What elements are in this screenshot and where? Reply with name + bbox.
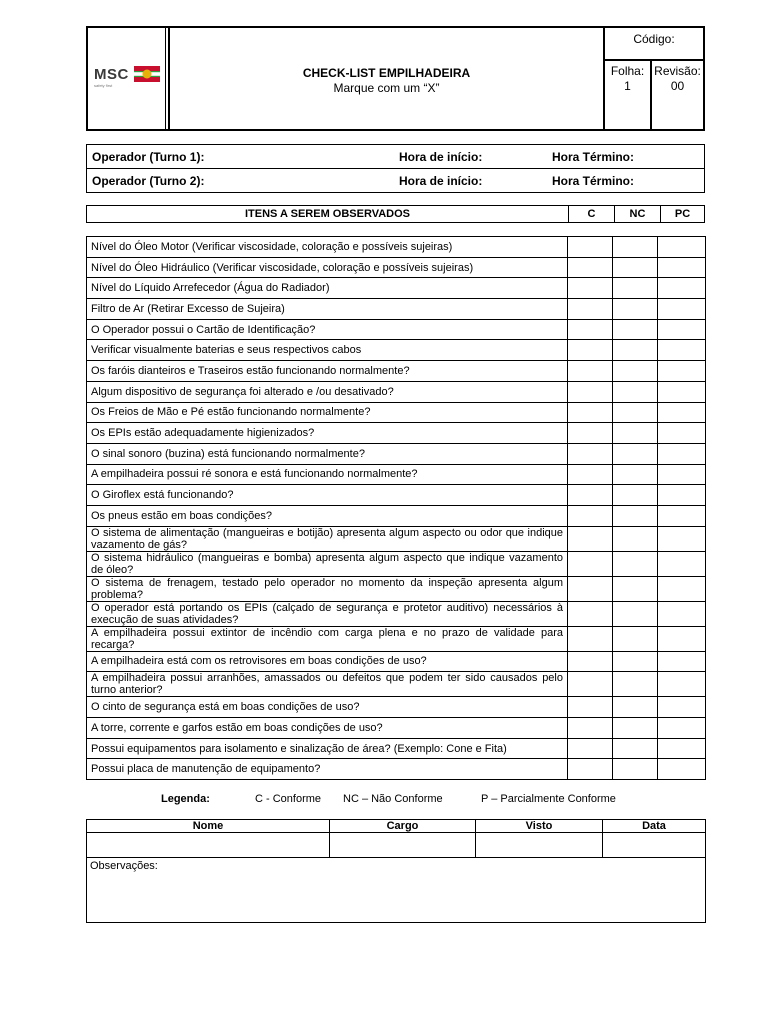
check-cell-nc[interactable] xyxy=(613,759,658,780)
checklist-row xyxy=(87,381,706,402)
checklist-row xyxy=(87,651,706,672)
checklist-item-text: A empilhadeira possui ré sonora e está funcionando normalmente? xyxy=(87,464,568,485)
check-cell-pc[interactable] xyxy=(658,697,706,718)
checklist-item-text: Verificar visualmente baterias e seus respectivos cabos xyxy=(87,340,568,361)
check-cell-nc[interactable] xyxy=(613,738,658,759)
check-cell-pc[interactable] xyxy=(658,738,706,759)
check-cell-pc[interactable] xyxy=(658,505,706,526)
document-title: CHECK-LIST EMPILHADEIRA xyxy=(302,66,471,80)
check-cell-pc[interactable] xyxy=(658,576,706,601)
document-header xyxy=(86,26,705,131)
check-cell-pc[interactable] xyxy=(658,464,706,485)
col-pc-header: PC xyxy=(661,206,705,223)
checklist-item-text: O Giroflex está funcionando? xyxy=(87,485,568,506)
check-cell-nc[interactable] xyxy=(613,576,658,601)
check-cell-pc[interactable] xyxy=(658,237,706,258)
items-header-title: ITENS A SEREM OBSERVADOS xyxy=(87,206,569,223)
checklist-row xyxy=(87,576,706,601)
check-cell-c[interactable] xyxy=(568,319,613,340)
folha-field xyxy=(603,61,650,129)
col-nc-header: NC xyxy=(615,206,661,223)
check-cell-c[interactable] xyxy=(568,299,613,320)
check-cell-pc[interactable] xyxy=(658,759,706,780)
document-subtitle: Marque com um “X” xyxy=(333,81,440,95)
operator-label: Operador (Turno 2): xyxy=(92,174,205,188)
cargo-header: Cargo xyxy=(330,820,476,833)
checklist-row xyxy=(87,402,706,423)
checklist-item-text: Nível do Líquido Arrefecedor (Água do Radiador) xyxy=(87,278,568,299)
check-cell-pc[interactable] xyxy=(658,402,706,423)
checklist-row xyxy=(87,526,706,551)
check-cell-nc[interactable] xyxy=(613,651,658,672)
checklist-row xyxy=(87,319,706,340)
check-cell-pc[interactable] xyxy=(658,257,706,278)
check-cell-nc[interactable] xyxy=(613,381,658,402)
checklist-item-text: O sistema de alimentação (mangueiras e botijão) apresenta algum aspecto ou odor que indique vazamento de gás? xyxy=(87,526,568,551)
checklist-item-text: O cinto de segurança está em boas condições de uso? xyxy=(87,697,568,718)
signature-table xyxy=(86,819,706,923)
checklist-row xyxy=(87,464,706,485)
checklist-row xyxy=(87,485,706,506)
legend-c: C - Conforme xyxy=(255,793,322,805)
operator-turno1-field[interactable] xyxy=(87,145,705,169)
checklist-row xyxy=(87,340,706,361)
check-cell-c[interactable] xyxy=(568,464,613,485)
checklist-row xyxy=(87,697,706,718)
check-cell-pc[interactable] xyxy=(658,278,706,299)
check-cell-nc[interactable] xyxy=(613,551,658,576)
checklist-row xyxy=(87,443,706,464)
check-cell-pc[interactable] xyxy=(658,718,706,739)
checklist-item-text: Os pneus estão em boas condições? xyxy=(87,505,568,526)
checklist-item-text: O sistema de frenagem, testado pelo operador no momento da inspeção apresenta algum problema? xyxy=(87,576,568,601)
check-cell-c[interactable] xyxy=(568,626,613,651)
check-cell-nc[interactable] xyxy=(613,340,658,361)
items-header-table xyxy=(86,205,705,223)
check-cell-nc[interactable] xyxy=(613,237,658,258)
check-cell-pc[interactable] xyxy=(658,319,706,340)
visto-field[interactable] xyxy=(476,833,603,858)
check-cell-nc[interactable] xyxy=(613,464,658,485)
check-cell-c[interactable] xyxy=(568,576,613,601)
folha-label: Folha: xyxy=(610,64,645,78)
checklist-row xyxy=(87,738,706,759)
checklist-row xyxy=(87,361,706,382)
observacoes-field[interactable] xyxy=(87,858,706,923)
checklist-row xyxy=(87,672,706,697)
logo-cell xyxy=(88,28,170,129)
check-cell-nc[interactable] xyxy=(613,672,658,697)
logo-text: MSC xyxy=(94,66,129,83)
checklist-item-text: Filtro de Ar (Retirar Excesso de Sujeira) xyxy=(87,299,568,320)
cargo-field[interactable] xyxy=(330,833,476,858)
check-cell-nc[interactable] xyxy=(613,299,658,320)
checklist-item-text: A empilhadeira possui extintor de incêndio com carga plena e no prazo de validade para recarga? xyxy=(87,626,568,651)
check-cell-nc[interactable] xyxy=(613,485,658,506)
checklist-item-text: A torre, corrente e garfos estão em boas condições de uso? xyxy=(87,718,568,739)
check-cell-nc[interactable] xyxy=(613,626,658,651)
visto-header: Visto xyxy=(476,820,603,833)
legend-nc: NC – Não Conforme xyxy=(343,793,443,805)
checklist-item-text: Nível do Óleo Hidráulico (Verificar viscosidade, coloração e possíveis sujeiras) xyxy=(87,257,568,278)
nome-header: Nome xyxy=(87,820,330,833)
check-cell-c[interactable] xyxy=(568,381,613,402)
check-cell-nc[interactable] xyxy=(613,402,658,423)
checklist-row xyxy=(87,278,706,299)
msc-logo xyxy=(94,66,160,87)
check-cell-c[interactable] xyxy=(568,718,613,739)
check-cell-c[interactable] xyxy=(568,443,613,464)
nome-field[interactable] xyxy=(87,833,330,858)
check-cell-pc[interactable] xyxy=(658,526,706,551)
operator-label: Operador (Turno 1): xyxy=(92,150,205,164)
checklist-item-text: Algum dispositivo de segurança foi alterado e /ou desativado? xyxy=(87,381,568,402)
data-header: Data xyxy=(603,820,706,833)
checklist-item-text: O Operador possui o Cartão de Identificação? xyxy=(87,319,568,340)
check-cell-c[interactable] xyxy=(568,526,613,551)
checklist-row xyxy=(87,718,706,739)
operator-row xyxy=(87,145,705,169)
checklist-row xyxy=(87,601,706,626)
checklist-item-text: Os EPIs estão adequadamente higienizados? xyxy=(87,423,568,444)
checklist-row xyxy=(87,505,706,526)
check-cell-c[interactable] xyxy=(568,601,613,626)
check-cell-nc[interactable] xyxy=(613,601,658,626)
checklist-item-text: Os Freios de Mão e Pé estão funcionando normalmente? xyxy=(87,402,568,423)
legend-p: P – Parcialmente Conforme xyxy=(481,793,616,805)
checklist-row xyxy=(87,237,706,258)
revisao-label: Revisão: xyxy=(654,64,701,78)
check-cell-nc[interactable] xyxy=(613,423,658,444)
check-cell-c[interactable] xyxy=(568,237,613,258)
check-cell-pc[interactable] xyxy=(658,485,706,506)
check-cell-c[interactable] xyxy=(568,738,613,759)
checklist-item-text: A empilhadeira possui arranhões, amassados ou defeitos que podem ter sido causados pelo turno anterior? xyxy=(87,672,568,697)
check-cell-nc[interactable] xyxy=(613,361,658,382)
checklist-row xyxy=(87,551,706,576)
flag-icon xyxy=(134,66,160,87)
checklist-item-text: O sistema hidráulico (mangueiras e bomba) apresenta algum aspecto que indique vazamento de óleo? xyxy=(87,551,568,576)
folha-value: 1 xyxy=(624,79,631,93)
check-cell-pc[interactable] xyxy=(658,601,706,626)
check-cell-c[interactable] xyxy=(568,402,613,423)
check-cell-nc[interactable] xyxy=(613,278,658,299)
checklist-item-text: Nível do Óleo Motor (Verificar viscosidade, coloração e possíveis sujeiras) xyxy=(87,237,568,258)
codigo-field[interactable] xyxy=(603,28,703,61)
codigo-label: Código: xyxy=(633,32,675,46)
hora-inicio-label: Hora de início: xyxy=(399,150,483,164)
check-cell-c[interactable] xyxy=(568,361,613,382)
check-cell-pc[interactable] xyxy=(658,299,706,320)
check-cell-c[interactable] xyxy=(568,651,613,672)
checklist-row xyxy=(87,257,706,278)
check-cell-c[interactable] xyxy=(568,551,613,576)
checklist-row xyxy=(87,626,706,651)
operators-table xyxy=(86,144,705,193)
check-cell-pc[interactable] xyxy=(658,443,706,464)
check-cell-nc[interactable] xyxy=(613,718,658,739)
check-cell-nc[interactable] xyxy=(613,319,658,340)
checklist-item-text: O operador está portando os EPIs (calçado de segurança e protetor auditivo) necessários à execução de suas atividades? xyxy=(87,601,568,626)
col-c-header: C xyxy=(569,206,615,223)
check-cell-c[interactable] xyxy=(568,759,613,780)
check-cell-pc[interactable] xyxy=(658,361,706,382)
check-cell-pc[interactable] xyxy=(658,626,706,651)
data-field[interactable] xyxy=(603,833,706,858)
check-cell-pc[interactable] xyxy=(658,672,706,697)
check-cell-c[interactable] xyxy=(568,278,613,299)
check-cell-nc[interactable] xyxy=(613,526,658,551)
revisao-value: 00 xyxy=(670,79,685,93)
checklist-row xyxy=(87,299,706,320)
check-cell-pc[interactable] xyxy=(658,551,706,576)
checklist-item-text: O sinal sonoro (buzina) está funcionando normalmente? xyxy=(87,443,568,464)
check-cell-pc[interactable] xyxy=(658,340,706,361)
check-cell-c[interactable] xyxy=(568,485,613,506)
check-cell-c[interactable] xyxy=(568,505,613,526)
hora-termino-label: Hora Término: xyxy=(552,174,635,188)
title-cell xyxy=(170,28,603,129)
check-cell-pc[interactable] xyxy=(658,381,706,402)
check-cell-c[interactable] xyxy=(568,257,613,278)
hora-inicio-label: Hora de início: xyxy=(399,174,483,188)
legend-label: Legenda: xyxy=(161,793,210,805)
revisao-field xyxy=(650,61,703,129)
check-cell-nc[interactable] xyxy=(613,697,658,718)
checklist-row xyxy=(87,759,706,780)
checklist-item-text: Possui placa de manutenção de equipamento? xyxy=(87,759,568,780)
check-cell-c[interactable] xyxy=(568,423,613,444)
check-cell-nc[interactable] xyxy=(613,443,658,464)
observacoes-label: Observações: xyxy=(90,860,158,872)
checklist-row xyxy=(87,423,706,444)
checklist-table xyxy=(86,236,706,780)
check-cell-nc[interactable] xyxy=(613,505,658,526)
check-cell-c[interactable] xyxy=(568,697,613,718)
check-cell-pc[interactable] xyxy=(658,651,706,672)
check-cell-c[interactable] xyxy=(568,672,613,697)
logo-subtext: safety first xyxy=(94,83,113,88)
check-cell-nc[interactable] xyxy=(613,257,658,278)
checklist-item-text: Os faróis dianteiros e Traseiros estão funcionando normalmente? xyxy=(87,361,568,382)
check-cell-c[interactable] xyxy=(568,340,613,361)
checklist-item-text: A empilhadeira está com os retrovisores em boas condições de uso? xyxy=(87,651,568,672)
operator-turno2-field[interactable] xyxy=(87,169,705,193)
hora-termino-label: Hora Término: xyxy=(552,150,635,164)
check-cell-pc[interactable] xyxy=(658,423,706,444)
operator-row xyxy=(87,169,705,193)
checklist-item-text: Possui equipamentos para isolamento e sinalização de área? (Exemplo: Cone e Fita) xyxy=(87,738,568,759)
